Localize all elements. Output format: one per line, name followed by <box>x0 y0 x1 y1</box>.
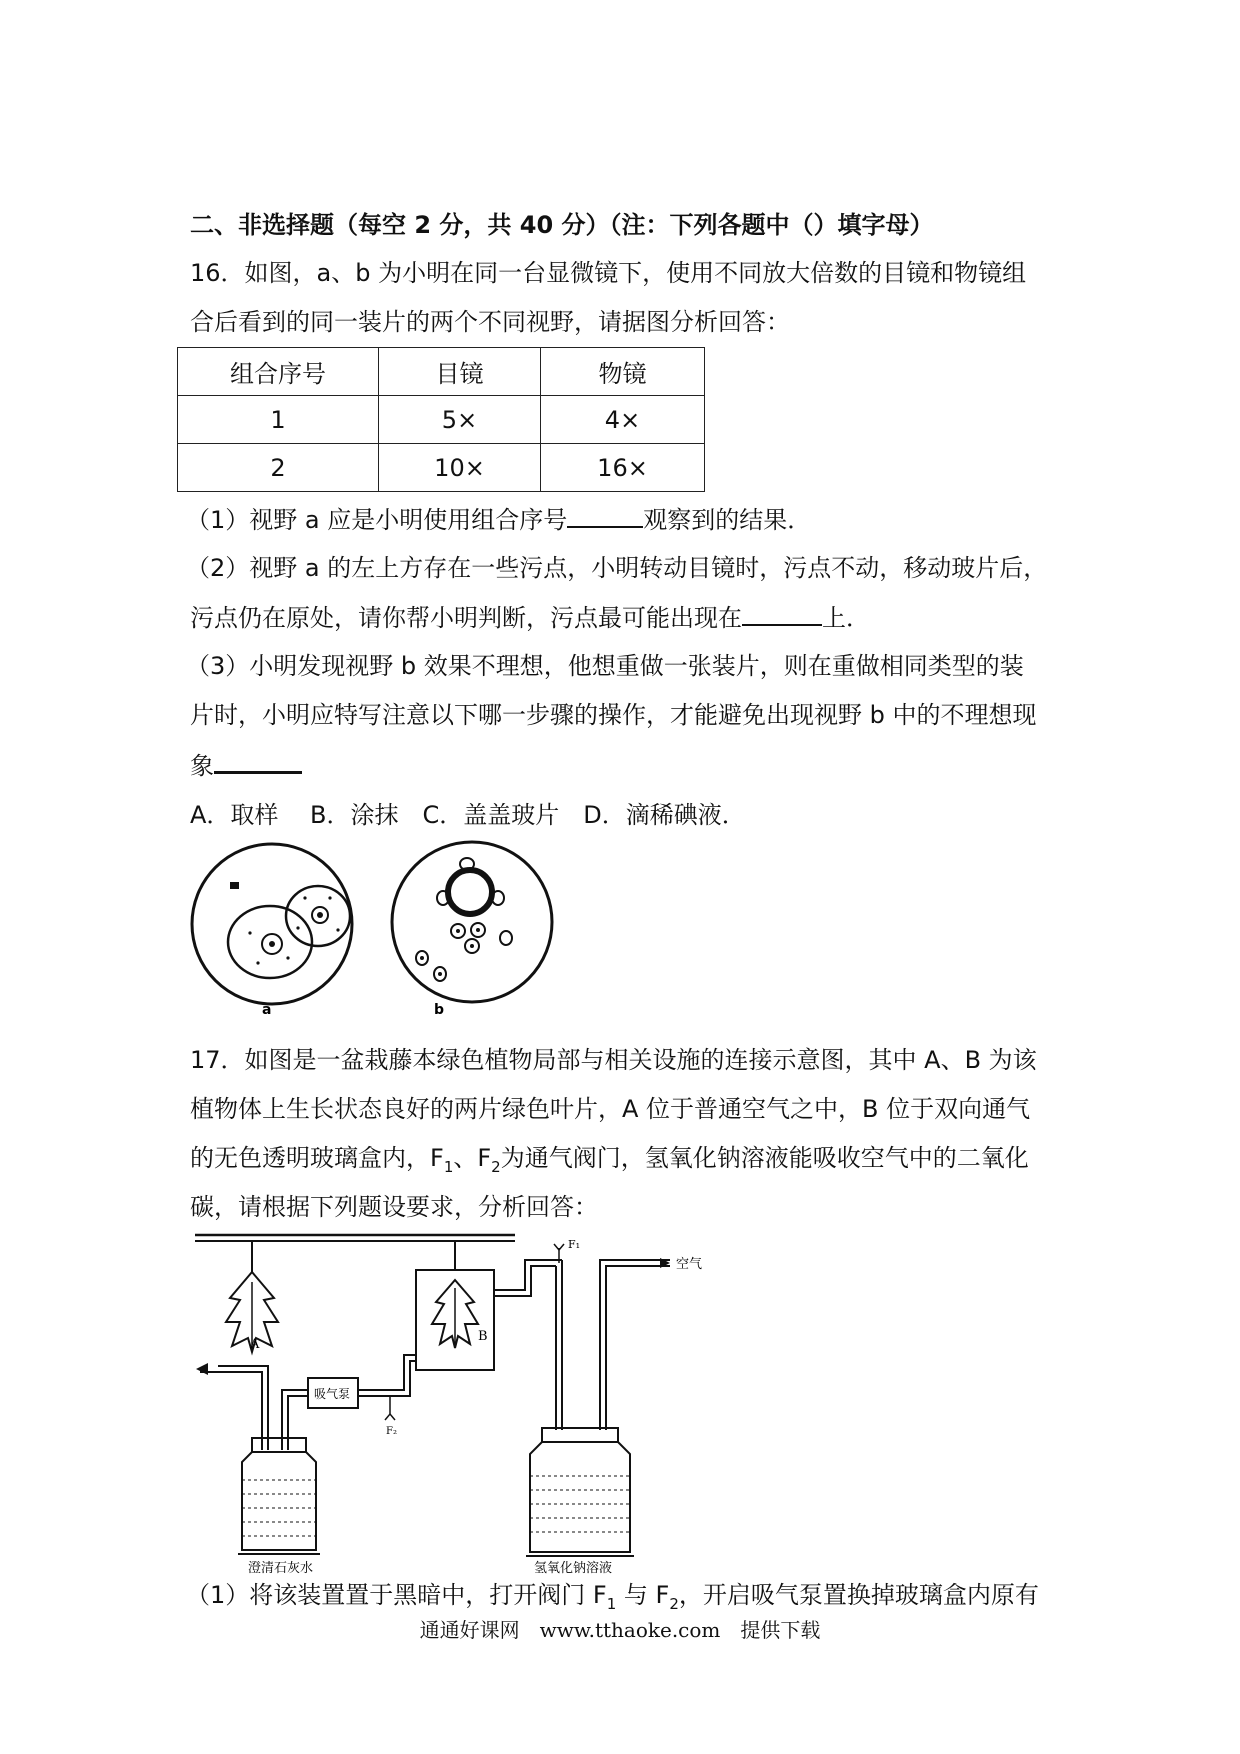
q16-part-2-prefix: 污点仍在原处，请你帮小明判断，污点最可能出现在 <box>190 604 742 632</box>
table-cell: 10× <box>379 444 541 492</box>
q16-part-3-line-3 <box>190 749 302 781</box>
naoh-bottle <box>526 1428 634 1556</box>
answer-blank-3 <box>214 749 302 774</box>
field-a <box>192 844 352 1004</box>
q16-part-2-line-2 <box>190 602 870 633</box>
q17-line-3-suffix: 为通气阀门，氢氧化钠溶液能吸收空气中的二氧化 <box>500 1144 1029 1172</box>
q17-part-1-suffix: ，开启吸气泵置换掉玻璃盒内原有 <box>678 1581 1039 1609</box>
q16-part-2-suffix: 上． <box>822 604 870 632</box>
label-valve-f1: F₁ <box>568 1238 581 1251</box>
table-header-row <box>178 348 705 396</box>
label-air: 空气 <box>676 1257 703 1272</box>
table-header: 物镜 <box>541 348 705 396</box>
table-header: 组合序号 <box>178 348 379 396</box>
table-cell: 2 <box>178 444 379 492</box>
limewater-bottle <box>238 1438 320 1554</box>
q17-line-1: 17．如图是一盆栽藤本绿色植物局部与相关设施的连接示意图，其中 A、B 为该 <box>190 1046 1037 1074</box>
microscope-fields-figure <box>190 838 570 1018</box>
answer-blank-1 <box>567 504 643 528</box>
section-heading: 二、非选择题（每空 2 分，共 40 分）（注：下列各题中（）填字母） <box>190 211 934 239</box>
q16-line-1: 16．如图，a、b 为小明在同一台显微镜下，使用不同放大倍数的目镜和物镜组 <box>190 259 1027 287</box>
combination-table <box>177 347 705 492</box>
subscript: 2 <box>669 1594 679 1613</box>
label-limewater: 澄清石灰水 <box>248 1561 314 1576</box>
leaf-a <box>226 1241 278 1352</box>
table-cell: 4× <box>541 396 705 444</box>
footer-text: 通通好课网 www.tthaoke.com 提供下载 <box>419 1618 821 1642</box>
q16-line-2: 合后看到的同一装片的两个不同视野，请据图分析回答： <box>190 308 790 336</box>
field-b-label: b <box>434 1002 445 1018</box>
q16-options: A．取样 B．涂抹 C．盖盖玻片 D．滴稀碘液． <box>190 801 746 829</box>
table-cell: 16× <box>541 444 705 492</box>
label-leaf-b: B <box>478 1329 488 1344</box>
subscript: 2 <box>491 1157 501 1176</box>
label-leaf-a: A <box>250 1337 260 1352</box>
q17-line-2: 植物体上生长状态良好的两片绿色叶片，A 位于普通空气之中，B 位于双向通气 <box>190 1095 1031 1123</box>
q17-line-3-mid: 、F <box>453 1144 492 1172</box>
q17-part-1-prefix: （1）将该装置置于黑暗中，打开阀门 F <box>186 1581 607 1609</box>
table-cell: 1 <box>178 396 379 444</box>
q16-part-3-line-1: （3）小明发现视野 b 效果不理想，他想重做一张装片，则在重做相同类型的装 <box>186 652 1024 680</box>
q16-part-1-suffix: 观察到的结果． <box>643 506 812 534</box>
q16-part-2-line-1: （2）视野 a 的左上方存在一些污点，小明转动目镜时，污点不动，移动玻片后， <box>186 554 1048 582</box>
q17-line-3-prefix: 的无色透明玻璃盒内，F <box>190 1144 444 1172</box>
answer-blank-2 <box>742 602 822 626</box>
leaf-b <box>432 1280 478 1348</box>
table-header: 目镜 <box>379 348 541 396</box>
label-valve-f2: F₂ <box>386 1426 397 1437</box>
table-row <box>178 444 705 492</box>
apparatus-diagram <box>190 1230 750 1576</box>
label-pump: 吸气泵 <box>314 1387 351 1401</box>
q17-part-1-mid: 与 F <box>616 1581 670 1609</box>
field-a-label: a <box>262 1002 272 1018</box>
field-b <box>392 842 552 1002</box>
subscript: 1 <box>443 1157 454 1176</box>
q16-part-3-text: 象 <box>190 752 214 780</box>
q17-part-1 <box>186 1580 1039 1619</box>
table-row <box>178 396 705 444</box>
q16-part-1-prefix: （1）视野 a 应是小明使用组合序号 <box>186 506 568 534</box>
q17-line-4: 碳，请根据下列题设要求，分析回答： <box>190 1193 598 1221</box>
subscript: 1 <box>606 1594 617 1613</box>
q17-line-3 <box>190 1143 1029 1182</box>
table-cell: 5× <box>379 396 541 444</box>
label-naoh: 氢氧化钠溶液 <box>534 1561 613 1576</box>
q16-part-3-line-2: 片时，小明应特写注意以下哪一步骤的操作，才能避免出现视野 b 中的不理想现 <box>190 701 1037 729</box>
q16-part-1 <box>186 504 811 535</box>
